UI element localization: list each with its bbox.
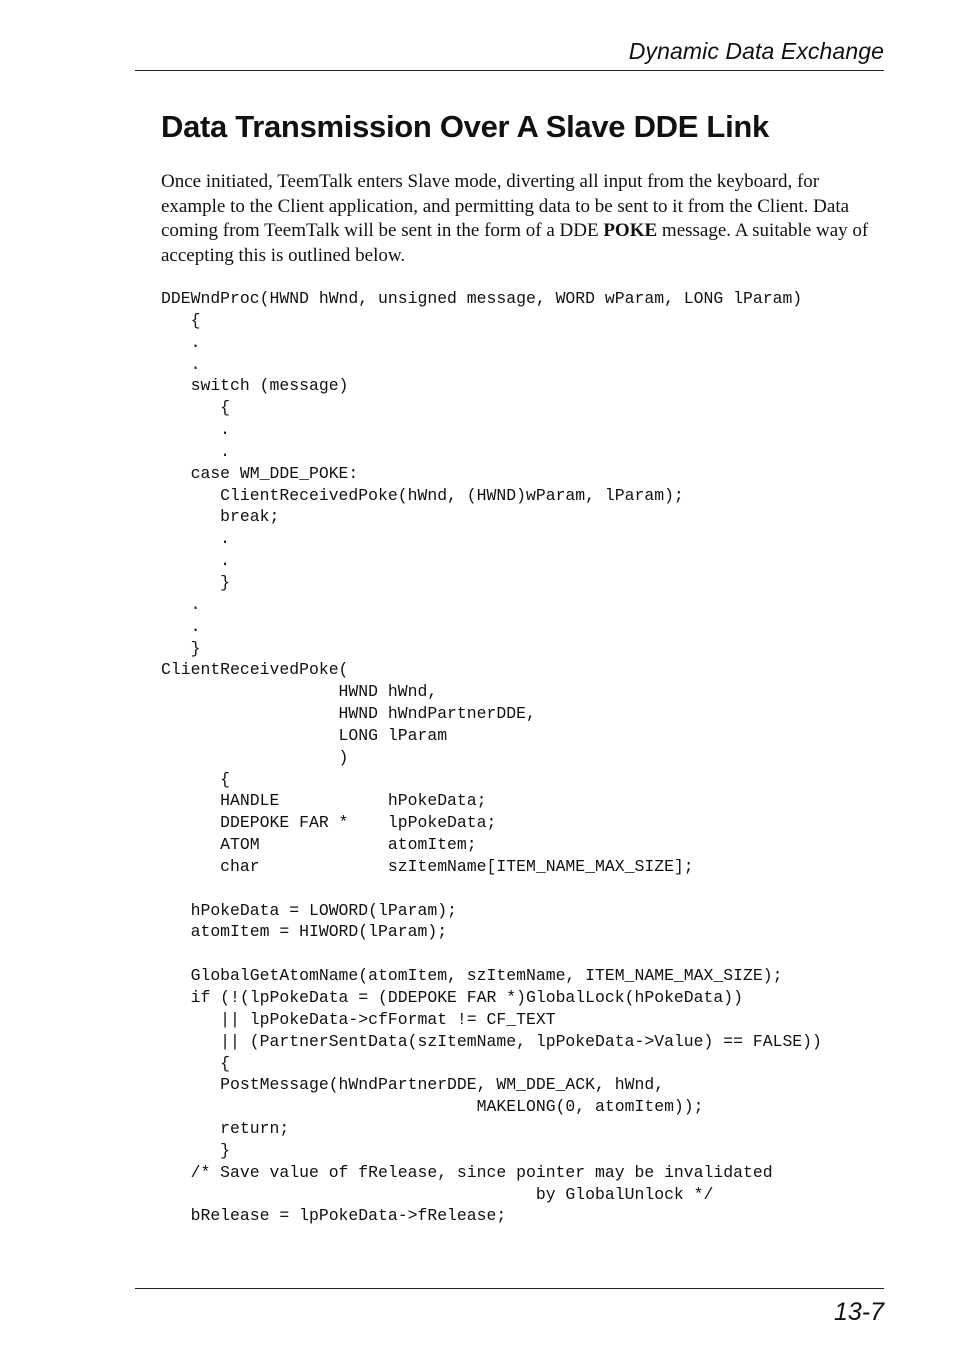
code-line: /* Save value of fRelease, since pointer may be invalidated [161,1162,773,1182]
code-line: ) [161,747,349,767]
poke-keyword: POKE [603,220,658,241]
code-line: char szItemName[ITEM_NAME_MAX_SIZE]; [161,856,694,876]
code-line: if (!(lpPokeData = (DDEPOKE FAR *)GlobalLock(hPokeData)) [161,988,743,1007]
footer-rule [135,1288,884,1289]
code-line: DDEPOKE FAR * lpPokeData; [161,813,497,833]
code-line: return; [161,1119,290,1139]
code-line: LONG lParam [161,725,448,745]
code-line: HANDLE hPokeData; [161,791,487,811]
intro-text-start: Once initiated, TeemTalk enters Slave mode, diverting all input from the keyboard, for example to the Client application, and permitting data to be sent to it from the Client. Data coming from TeemTalk will be sent in the form of a DDE [161,171,850,241]
intro-text-end: message. A suitable way of accepting this is outlined below. [161,220,869,266]
code-line: { [161,1053,231,1073]
code-line: DDEWndProc(HWND hWnd, unsigned message, WORD wParam, LONG lParam) [161,289,803,308]
code-line: break; [161,507,280,527]
code-line [161,943,822,965]
code-line: by GlobalUnlock */ [161,1184,714,1204]
code-line: hPokeData = LOWORD(lParam); [161,900,457,920]
code-line: . [161,551,231,571]
code-line: GlobalGetAtomName(atomItem, szItemName, ITEM_NAME_MAX_SIZE); [161,966,783,986]
code-line: { [161,769,231,789]
code-line: || (PartnerSentData(szItemName, lpPokeData->Value) == FALSE)) [161,1031,822,1051]
code-line: . [161,332,201,352]
code-line: } [161,638,201,658]
page-number: 13-7 [833,1298,884,1326]
code-line: HWND hWnd, [161,682,438,702]
code-line: MAKELONG(0, atomItem)); [161,1097,704,1117]
code-line: case WM_DDE_POKE: [161,463,359,483]
code-line: . [161,594,201,614]
code-line: { [161,398,231,418]
code-line: switch (message) [161,376,349,396]
code-listing [161,288,822,1227]
code-line: PostMessage(hWndPartnerDDE, WM_DDE_ACK, hWnd, [161,1075,665,1095]
code-line: { [161,310,201,330]
section-title: Data Transmission Over A Slave DDE Link [161,109,769,144]
code-line: ATOM atomItem; [161,835,477,855]
code-line: ClientReceivedPoke(hWnd, (HWND)wParam, lParam); [161,485,684,505]
code-line: || lpPokeData->cfFormat != CF_TEXT [161,1009,556,1029]
code-line: . [161,420,231,440]
code-line [161,878,822,900]
running-header: Dynamic Data Exchange [628,38,884,64]
code-line: } [161,572,231,592]
code-line: bRelease = lpPokeData->fRelease; [161,1206,507,1226]
code-line: . [161,441,231,461]
intro-paragraph [161,170,871,268]
code-line: . [161,616,201,636]
code-line: . [161,354,201,374]
code-line: ClientReceivedPoke( [161,660,349,680]
code-line: } [161,1140,231,1160]
header-rule [135,70,884,71]
code-line: HWND hWndPartnerDDE, [161,704,536,724]
code-line: atomItem = HIWORD(lParam); [161,922,448,942]
code-line: . [161,529,231,549]
